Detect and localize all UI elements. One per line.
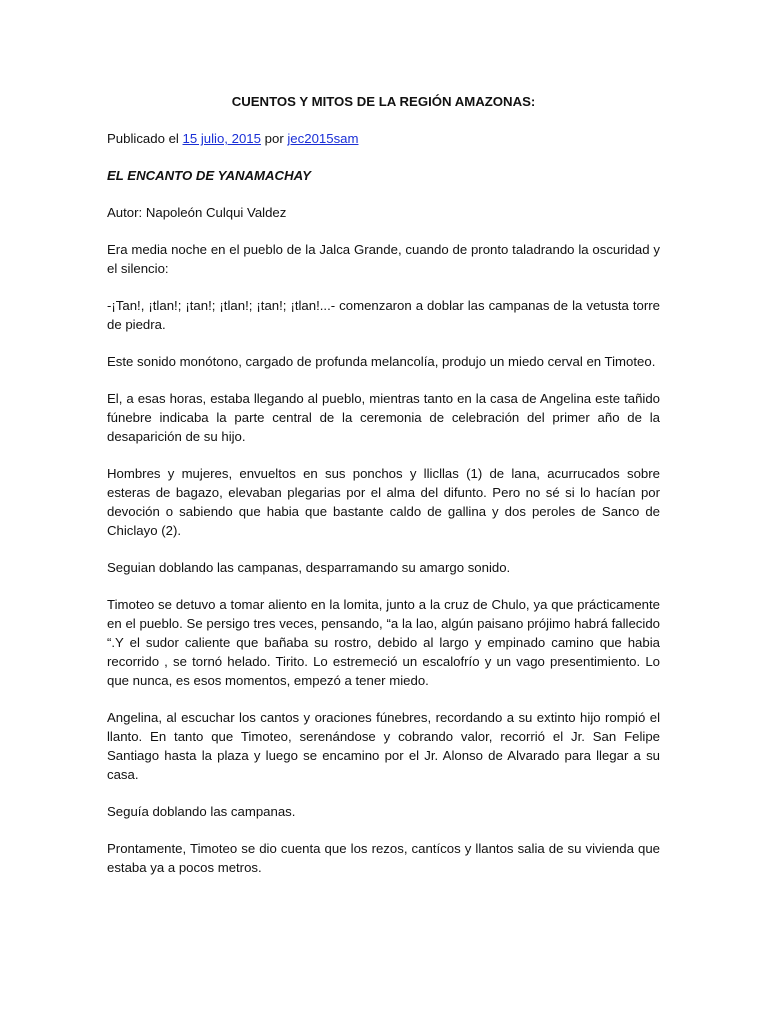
document-page (107, 92, 660, 895)
story-author: Autor: Napoleón Culqui Valdez (107, 205, 287, 220)
paragraph: El, a esas horas, estaba llegando al pueblo, mientras tanto en la casa de Angelina este tañido fúnebre indicaba la parte central de la ceremonia de celebración del primer año de la desaparición de su hijo. (107, 391, 660, 444)
paragraph: Hombres y mujeres, envueltos en sus ponchos y llicllas (1) de lana, acurrucados sobre esteras de bagazo, elevaban plegarias por el alma del difunto. Pero no sé si lo hacían por devoción o sabiendo que habia que bastante caldo de gallina y dos peroles de Sanco de Chiclayo (2). (107, 466, 660, 538)
story-title: EL ENCANTO DE YANAMACHAY (107, 168, 311, 183)
paragraph: Este sonido monótono, cargado de profunda melancolía, produjo un miedo cerval en Timoteo. (107, 354, 656, 369)
document-title: CUENTOS Y MITOS DE LA REGIÓN AMAZONAS: (231, 94, 536, 109)
paragraph: -¡Tan!, ¡tlan!; ¡tan!; ¡tlan!; ¡tan!; ¡tlan!...- comenzaron a doblar las campanas de la vetusta torre de piedra. (107, 298, 660, 332)
paragraph: Prontamente, Timoteo se dio cuenta que los rezos, cantícos y llantos salia de su vivienda que estaba ya a pocos metros. (107, 841, 660, 875)
paragraph: Seguian doblando las campanas, desparramando su amargo sonido. (107, 560, 511, 575)
published-prefix: Publicado el (107, 131, 183, 146)
date-link[interactable]: 15 julio, 2015 (182, 131, 261, 146)
author-link[interactable]: jec2015sam (287, 131, 359, 146)
paragraph: Era media noche en el pueblo de la Jalca Grande, cuando de pronto taladrando la oscuridad y el silencio: (107, 242, 660, 276)
paragraph: Timoteo se detuvo a tomar aliento en la lomita, junto a la cruz de Chulo, ya que prácticamente en el pueblo. Se persigo tres veces, pensando, “a la lao, algún paisano prójimo habrá fallecido “.Y el sudor caliente que bañaba su rostro, debido al largo y empinado camino que habia recorrido , se tornó helado. Tirito. Lo estremeció un escalofrío y un vago presentimiento. Lo que nunca, es esos momentos, empezó a tener miedo. (107, 597, 660, 688)
by-word: por (260, 131, 288, 146)
byline (107, 129, 660, 148)
paragraph: Angelina, al escuchar los cantos y oraciones fúnebres, recordando a su extinto hijo rompió el llanto. En tanto que Timoteo, serenándose y cobrando valor, recorrió el Jr. San Felipe Santiago hasta la plaza y luego se encamino por el Jr. Alonso de Alvarado para llegar a su casa. (107, 710, 660, 782)
paragraph: Seguía doblando las campanas. (107, 804, 296, 819)
